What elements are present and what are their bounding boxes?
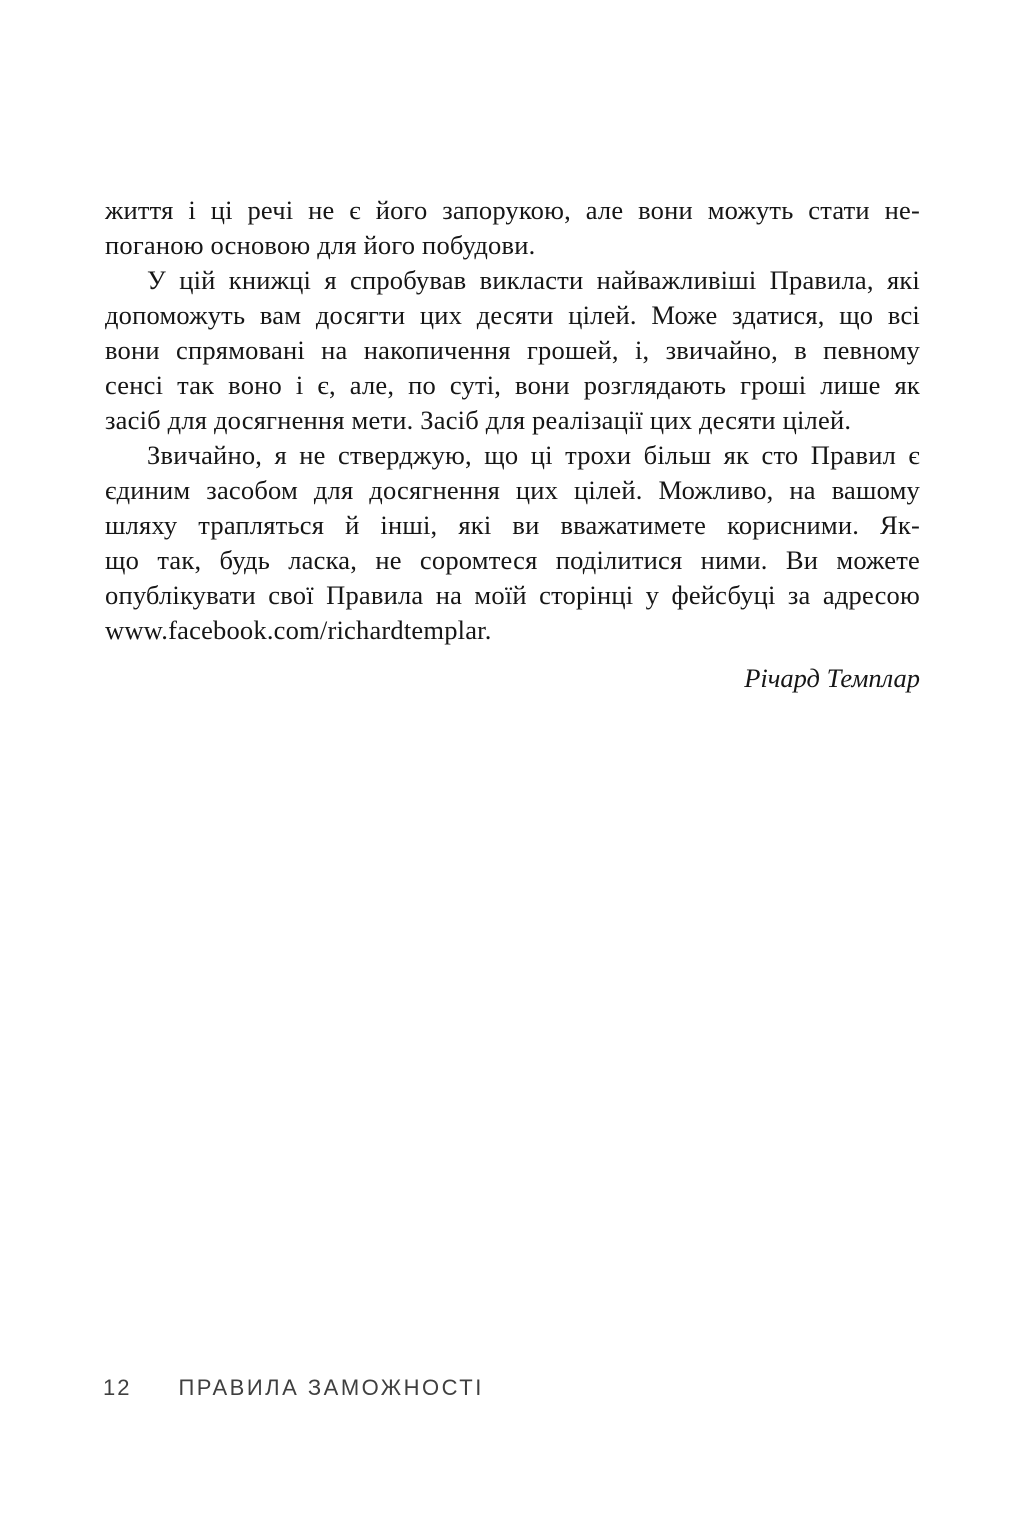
page-number: 12: [103, 1375, 132, 1400]
text-line: www.facebook.com/richardtemplar.: [105, 615, 492, 645]
text-line: поганою основою для його побудови.: [105, 230, 536, 260]
running-title: ПРАВИЛА ЗАМОЖНОСТІ: [178, 1375, 484, 1400]
text-line: допоможуть вам досягти цих десяти цілей. Може здатися, що всі: [105, 300, 920, 330]
paragraph: [105, 438, 920, 648]
text-line: У цій книжці я спробував викласти найважливіші Правила, які: [147, 265, 920, 295]
text-line: сенсі так воно і є, але, по суті, вони розглядають гроші лише як: [105, 370, 920, 400]
paragraph: [105, 263, 920, 438]
paragraph: [105, 193, 920, 263]
text-line: єдиним засобом для досягнення цих цілей. Можливо, на вашому: [105, 475, 920, 505]
text-line: що так, будь ласка, не соромтеся поділитися ними. Ви можете: [105, 545, 920, 575]
text-line: опублікувати свої Правила на моїй сторінці у фейсбуці за адресою: [105, 580, 920, 610]
page-footer: [103, 1375, 918, 1401]
text-line: засіб для досягнення мети. Засіб для реалізації цих десяти цілей.: [105, 405, 852, 435]
text-line: Звичайно, я не стверджую, що ці трохи більш як сто Правил є: [147, 440, 920, 470]
author-signature: Річард Темплар: [744, 663, 920, 693]
text-line: шляху трапляться й інші, які ви вважатимете корисними. Як-: [105, 510, 920, 540]
body-text: [105, 193, 920, 696]
text-line: життя і ці речі не є його запорукою, але вони можуть стати не-: [105, 195, 920, 225]
text-line: вони спрямовані на накопичення грошей, і, звичайно, в певному: [105, 335, 920, 365]
